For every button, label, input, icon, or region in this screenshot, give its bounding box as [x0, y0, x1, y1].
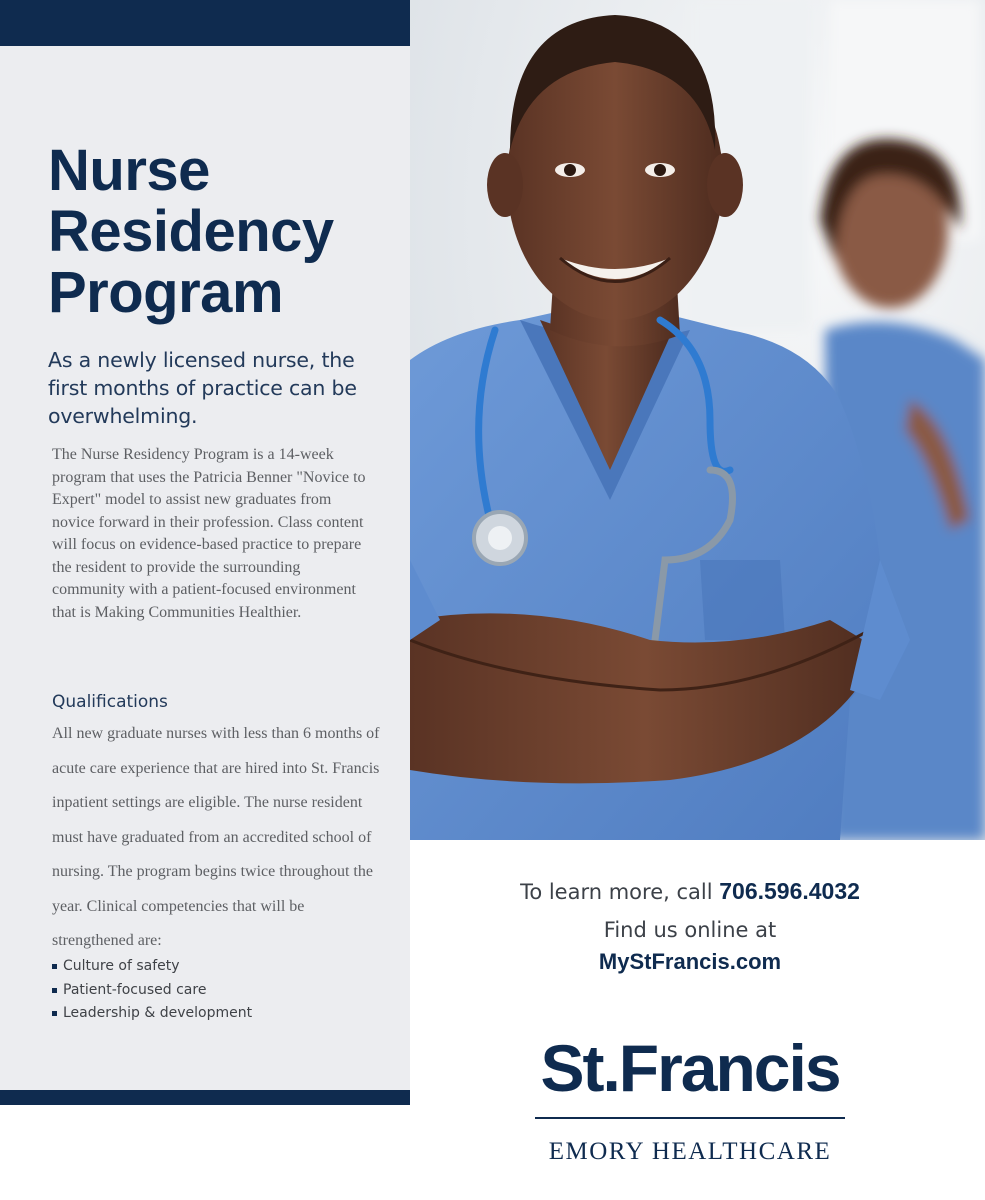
left-panel: [0, 0, 410, 1105]
intro-subtitle: As a newly licensed nurse, the first months of practice can be overwhelming.: [48, 348, 357, 428]
qualifications-heading: Qualifications: [52, 692, 168, 712]
title-line: Residency: [48, 199, 334, 264]
square-bullet-icon: [52, 964, 57, 969]
list-item: [52, 1002, 252, 1026]
logo-subtitle: EMORY HEALTHCARE: [548, 1138, 832, 1165]
logo-name: St.Francis: [540, 1031, 840, 1105]
top-accent-bar: [0, 0, 410, 46]
program-description: The Nurse Residency Program is a 14-week program that uses the Patricia Benner "Novice to Expert" model to assist new graduates from novice forward in their profession. Class content will focus on evidence-based practice to prepare the resident to provide the surrounding community with a patient-focused environment that is Making Communities Healthier.: [52, 446, 366, 621]
logo-divider: [535, 1117, 845, 1119]
phone-number[interactable]: 706.596.4032: [719, 878, 860, 904]
competency-label: Patient-focused care: [63, 981, 207, 998]
call-prefix: To learn more, call: [520, 880, 720, 904]
list-item: [52, 955, 252, 979]
qualifications-text: All new graduate nurses with less than 6 months of acute care experience that are hired into St. Francis inpatient settings are eligible. The nurse resident must have graduated from an accredited school of nursing. The program begins twice throughout the year. Clinical competencies that will be strengthened are:: [52, 725, 380, 949]
nurse-photo: [410, 0, 985, 840]
bottom-accent-bar: [0, 1090, 410, 1105]
list-item: [52, 979, 252, 1003]
title-line: Nurse: [48, 138, 210, 203]
competency-list: [52, 955, 252, 1026]
online-prefix: Find us online at: [603, 918, 777, 942]
title-line: Program: [48, 260, 284, 325]
square-bullet-icon: [52, 988, 57, 993]
page-title: [48, 140, 388, 323]
st-francis-logo: [535, 1028, 845, 1167]
call-line: [410, 874, 970, 909]
contact-block: [410, 874, 970, 975]
competency-label: Leadership & development: [63, 1005, 253, 1021]
competency-label: Culture of safety: [63, 958, 180, 974]
website-link[interactable]: MyStFrancis.com: [598, 949, 782, 974]
square-bullet-icon: [52, 1011, 57, 1016]
